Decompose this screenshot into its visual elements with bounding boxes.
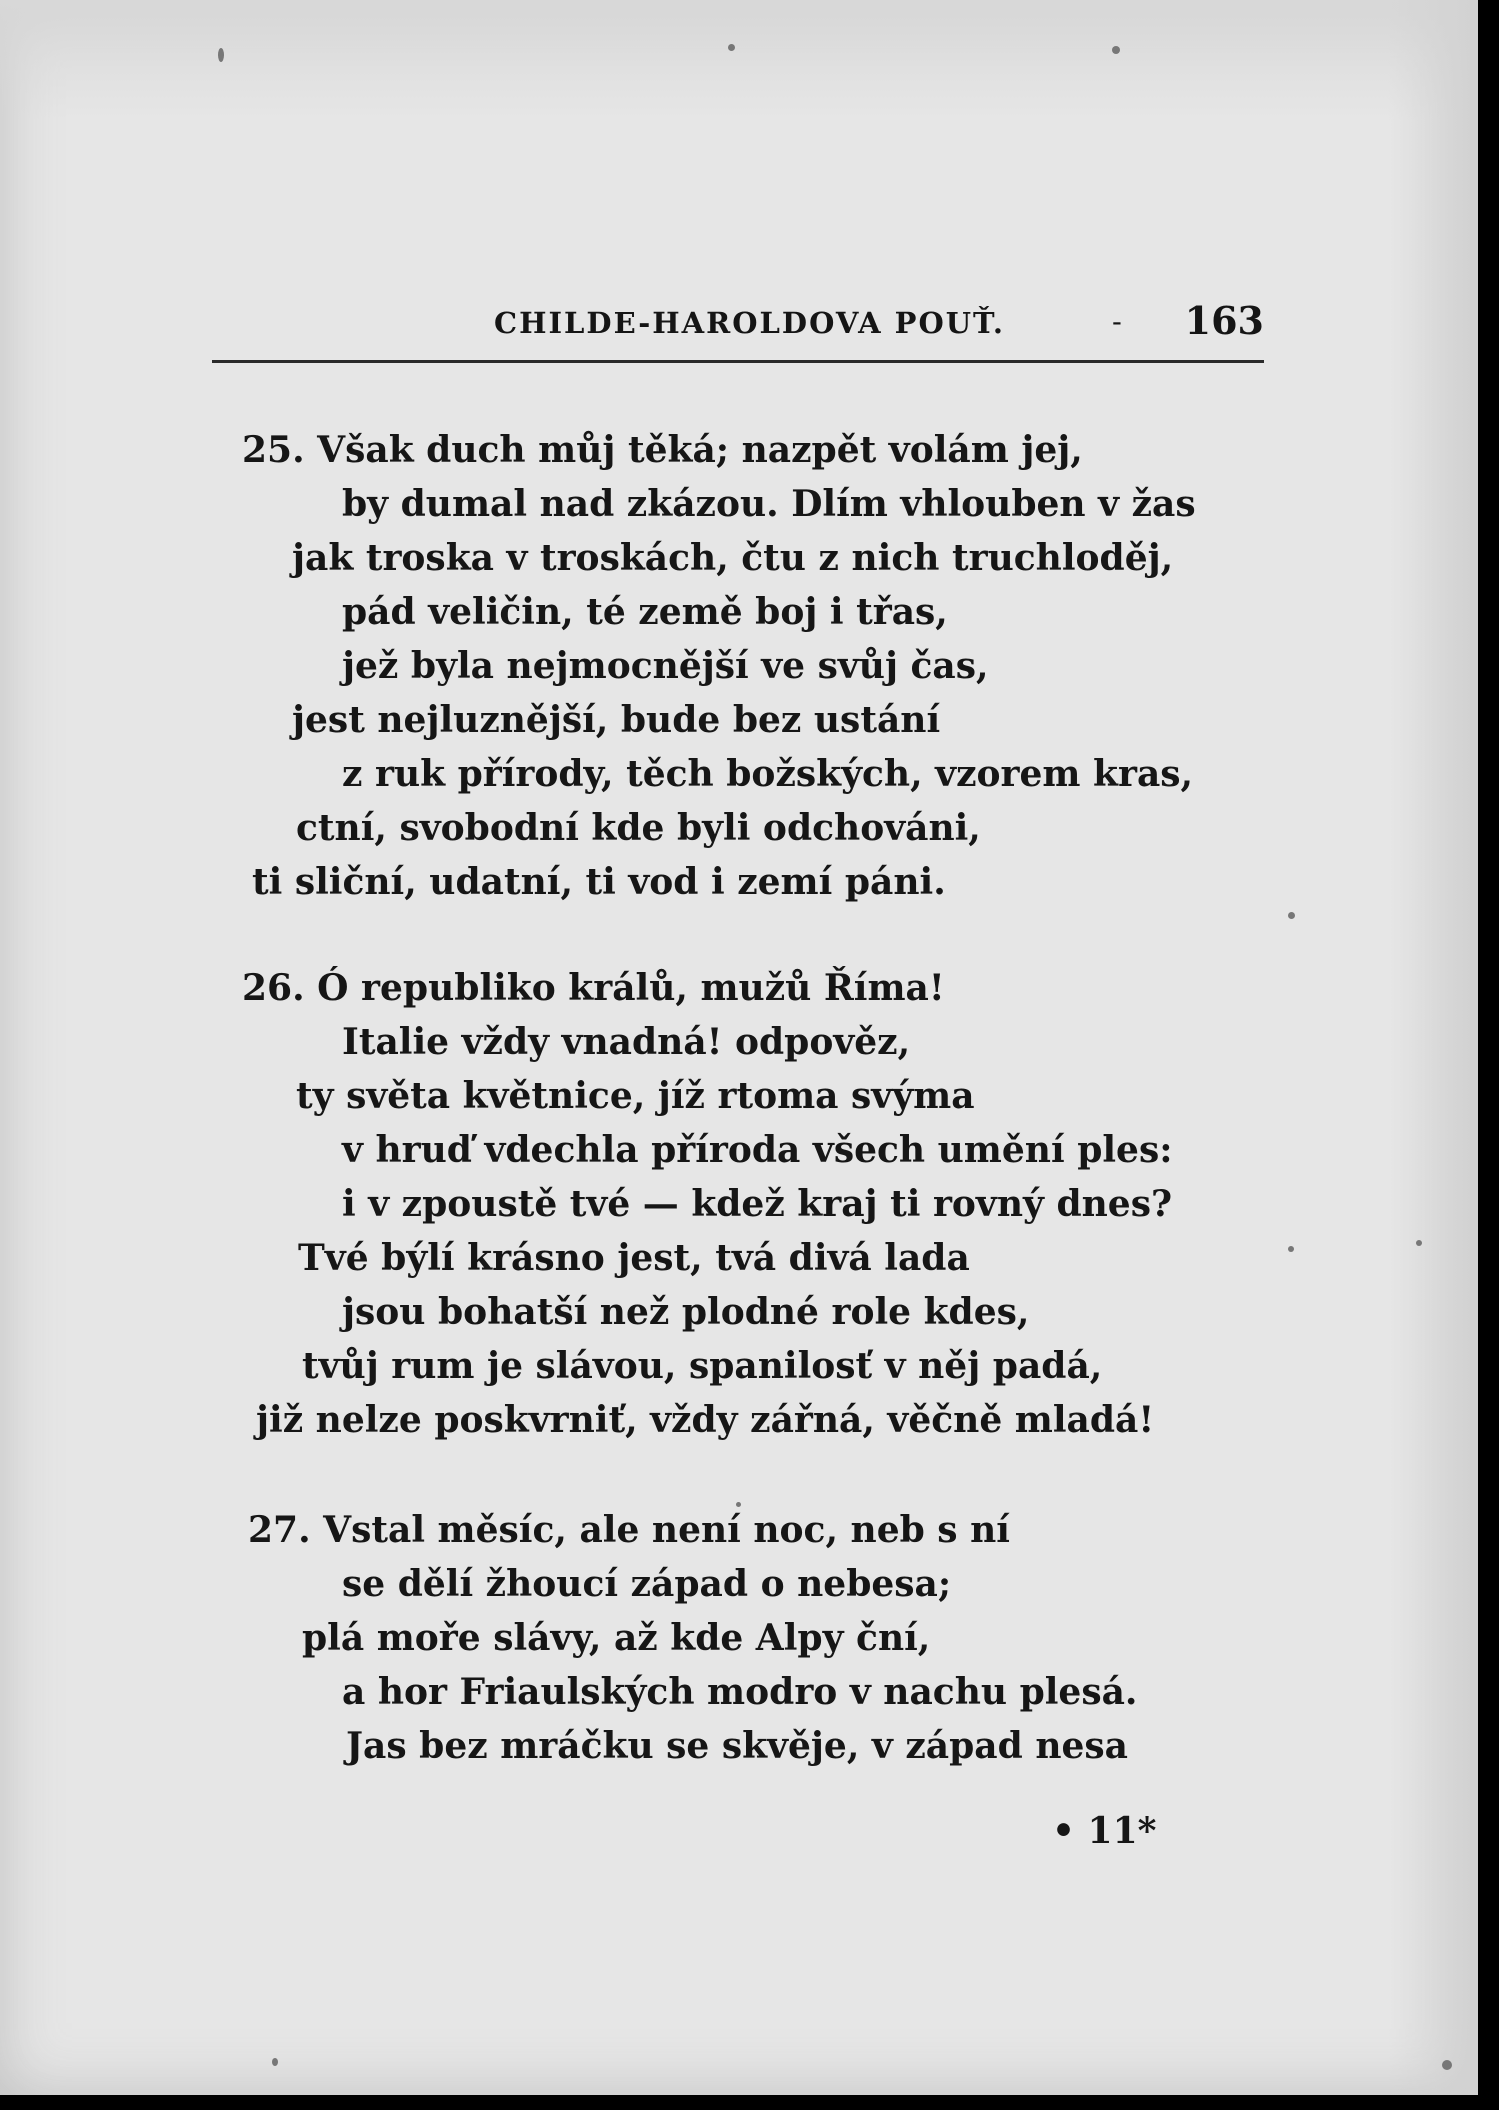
verse-line: pád veličin, té země boj i třas,: [342, 591, 948, 633]
signature-mark: • 11*: [1052, 1810, 1157, 1852]
verse-line: 25. Však duch můj těká; nazpět volám jej,: [242, 429, 1083, 471]
scan-speck: [1112, 46, 1120, 54]
verse-line: plá moře slávy, až kde Alpy ční,: [302, 1617, 931, 1659]
scan-speck: [728, 44, 735, 51]
verse-line: ctní, svobodní kde byli odchováni,: [296, 807, 981, 849]
verse-line: jest nejluznější, bude bez ustání: [292, 699, 941, 741]
verse-line: i v zpoustě tvé — kdež kraj ti rovný dnes?: [342, 1183, 1173, 1225]
verse-line: Jas bez mráčku se skvěje, v západ nesa: [346, 1725, 1128, 1767]
scan-speck: [1442, 2060, 1452, 2070]
header-rule: [212, 360, 1264, 363]
verse-line: 27. Vstal měsíc, ale není noc, neb s ní: [248, 1509, 1010, 1551]
scan-speck: [1288, 1246, 1294, 1252]
verse-line: Italie vždy vnadná! odpověz,: [342, 1021, 911, 1063]
verse-line: se dělí žhoucí západ o nebesa;: [342, 1563, 952, 1605]
verse-line: Tvé býlí krásno jest, tvá divá lada: [298, 1237, 970, 1279]
page-number: 163: [1184, 298, 1264, 343]
scan-speck: [1416, 1240, 1422, 1246]
running-head: [212, 298, 1264, 360]
page-edge-shadow-right: [1388, 0, 1478, 2095]
scan-speck: [1288, 912, 1295, 919]
verse-line: a hor Friaulských modro v nachu plesá.: [342, 1671, 1138, 1713]
running-dash: -: [1112, 304, 1122, 338]
verse-line: 26. Ó republiko králů, mužů Říma!: [242, 967, 945, 1009]
verse-line: jež byla nejmocnější ve svůj čas,: [342, 645, 989, 687]
verse-line: v hruď vdechla příroda všech umění ples:: [342, 1129, 1173, 1171]
scan-speck: [272, 2058, 278, 2066]
verse-line: již nelze poskvrniť, vždy zářná, věčně mladá!: [256, 1399, 1155, 1441]
verse-line: by dumal nad zkázou. Dlím vhlouben v žas: [342, 483, 1196, 525]
verse-line: jak troska v troskách, čtu z nich truchloděj,: [292, 537, 1174, 579]
verse-line: z ruk přírody, těch božských, vzorem kras,: [342, 753, 1194, 795]
verse-line: jsou bohatší než plodné role kdes,: [342, 1291, 1030, 1333]
running-title: CHILDE-HAROLDOVA POUŤ.: [494, 306, 1005, 340]
scan-speck: [218, 48, 224, 62]
verse-line: ty světa květnice, jíž rtoma svýma: [296, 1075, 975, 1117]
verse-line: ti sliční, udatní, ti vod i zemí páni.: [252, 861, 946, 903]
verse-line: tvůj rum je slávou, spanilosť v něj padá,: [302, 1345, 1103, 1387]
scan-speck: [736, 1502, 741, 1507]
